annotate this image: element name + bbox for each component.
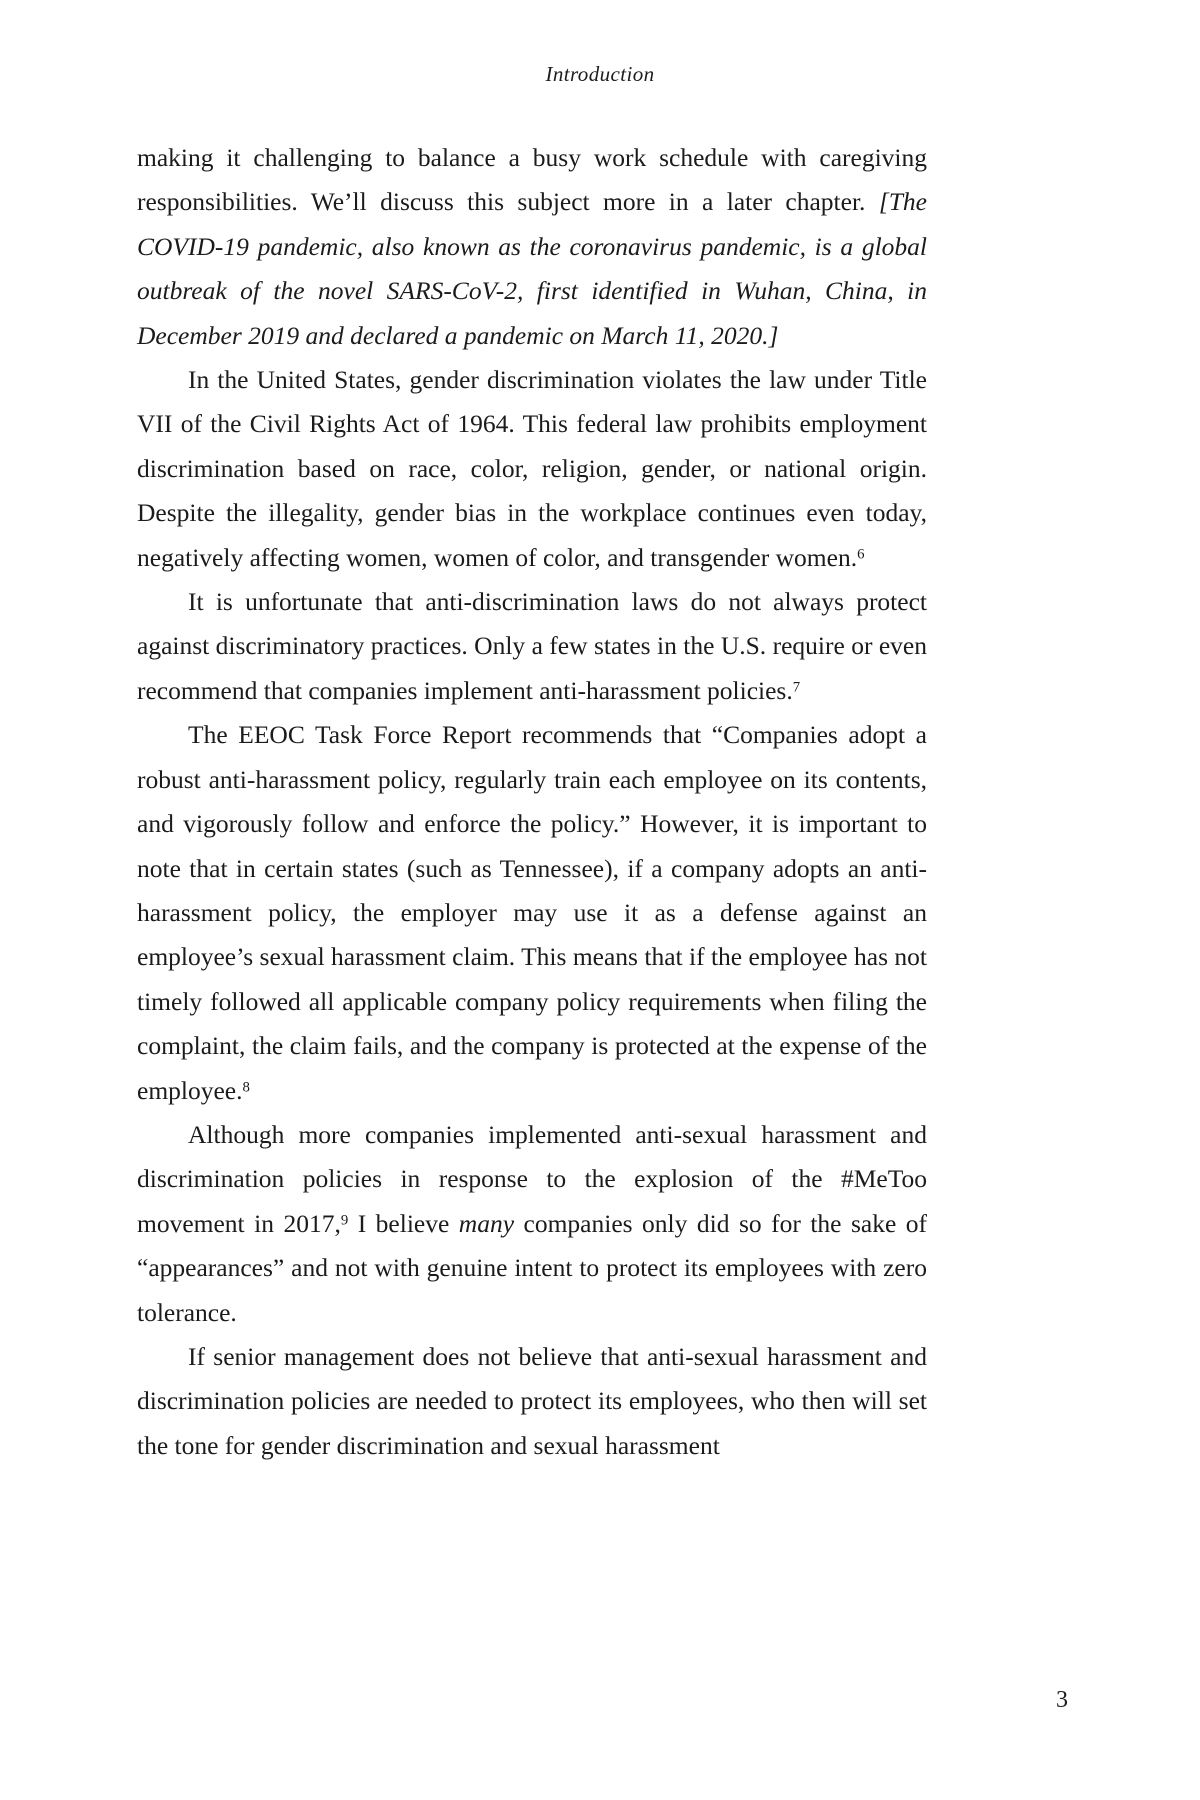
- para-metoo: [137, 1113, 927, 1335]
- para-caregiving-covid: [137, 136, 927, 358]
- text-run: making it challenging to balance a busy work schedule with caregiving responsibilities. We’ll discuss this subject more in a later chapter.: [137, 143, 927, 217]
- para-anti-discrimination-laws: [137, 580, 927, 713]
- text-run: It is unfortunate that anti-discrimination laws do not always protect against discriminatory practices. Only a few states in the U.S. require or even recommend that companies implement anti-harassment policies.: [137, 587, 927, 705]
- para-senior-management: [137, 1335, 927, 1468]
- text-run: In the United States, gender discrimination violates the law under Title VII of the Civil Rights Act of 1964. This federal law prohibits employment discrimination based on race, color, religion, gender, or national origin. Despite the illegality, gender bias in the workplace continues even today, negatively affecting women, women of color, and transgender women.: [137, 365, 927, 572]
- text-run: Although more companies implemented anti-sexual harassment and discrimination policies in response to the explosion of the #MeToo movement in 2017,: [137, 1119, 927, 1238]
- italic-run: [The COVID-19 pandemic, also known as the coronavirus pandemic, is a global outbreak of the novel SARS-CoV-2, first identified in Wuhan, China, in December 2019 and declared a pandemic on March 11, 2020.]: [137, 187, 927, 350]
- para-title-vii: [137, 358, 927, 580]
- page-number: 3: [1056, 1687, 1068, 1713]
- footnote-marker[interactable]: 6: [857, 545, 865, 562]
- body-text-block: [137, 136, 927, 1468]
- para-eeoc-task-force: [137, 713, 927, 1113]
- text-run: The EEOC Task Force Report recommends that “Companies adopt a robust anti-harassment policy, regularly train each employee on its contents, and vigorously follow and enforce the policy.” However, it is important to note that in certain states (such as Tennessee), if a company adopts an anti-harassment policy, the employer may use it as a defense against an employee’s sexual harassment claim. This means that if the employee has not timely followed all applicable company policy requirements when filing the complaint, the claim fails, and the company is protected at the expense of the employee.: [137, 720, 927, 1105]
- text-run: If senior management does not believe that anti-sexual harassment and discrimination policies are needed to protect its employees, who then will set the tone for gender discrimination and sexual harassment: [137, 1341, 927, 1460]
- text-run: I believe: [348, 1208, 459, 1238]
- italic-run: many: [458, 1208, 515, 1238]
- footnote-marker[interactable]: 8: [242, 1078, 250, 1095]
- footnote-marker[interactable]: 9: [340, 1212, 349, 1229]
- running-head: Introduction: [545, 62, 655, 86]
- footnote-marker[interactable]: 7: [792, 679, 801, 696]
- text-run: companies only did so for the sake of “appearances” and not with genuine intent to protect its employees with zero tolerance.: [137, 1208, 927, 1327]
